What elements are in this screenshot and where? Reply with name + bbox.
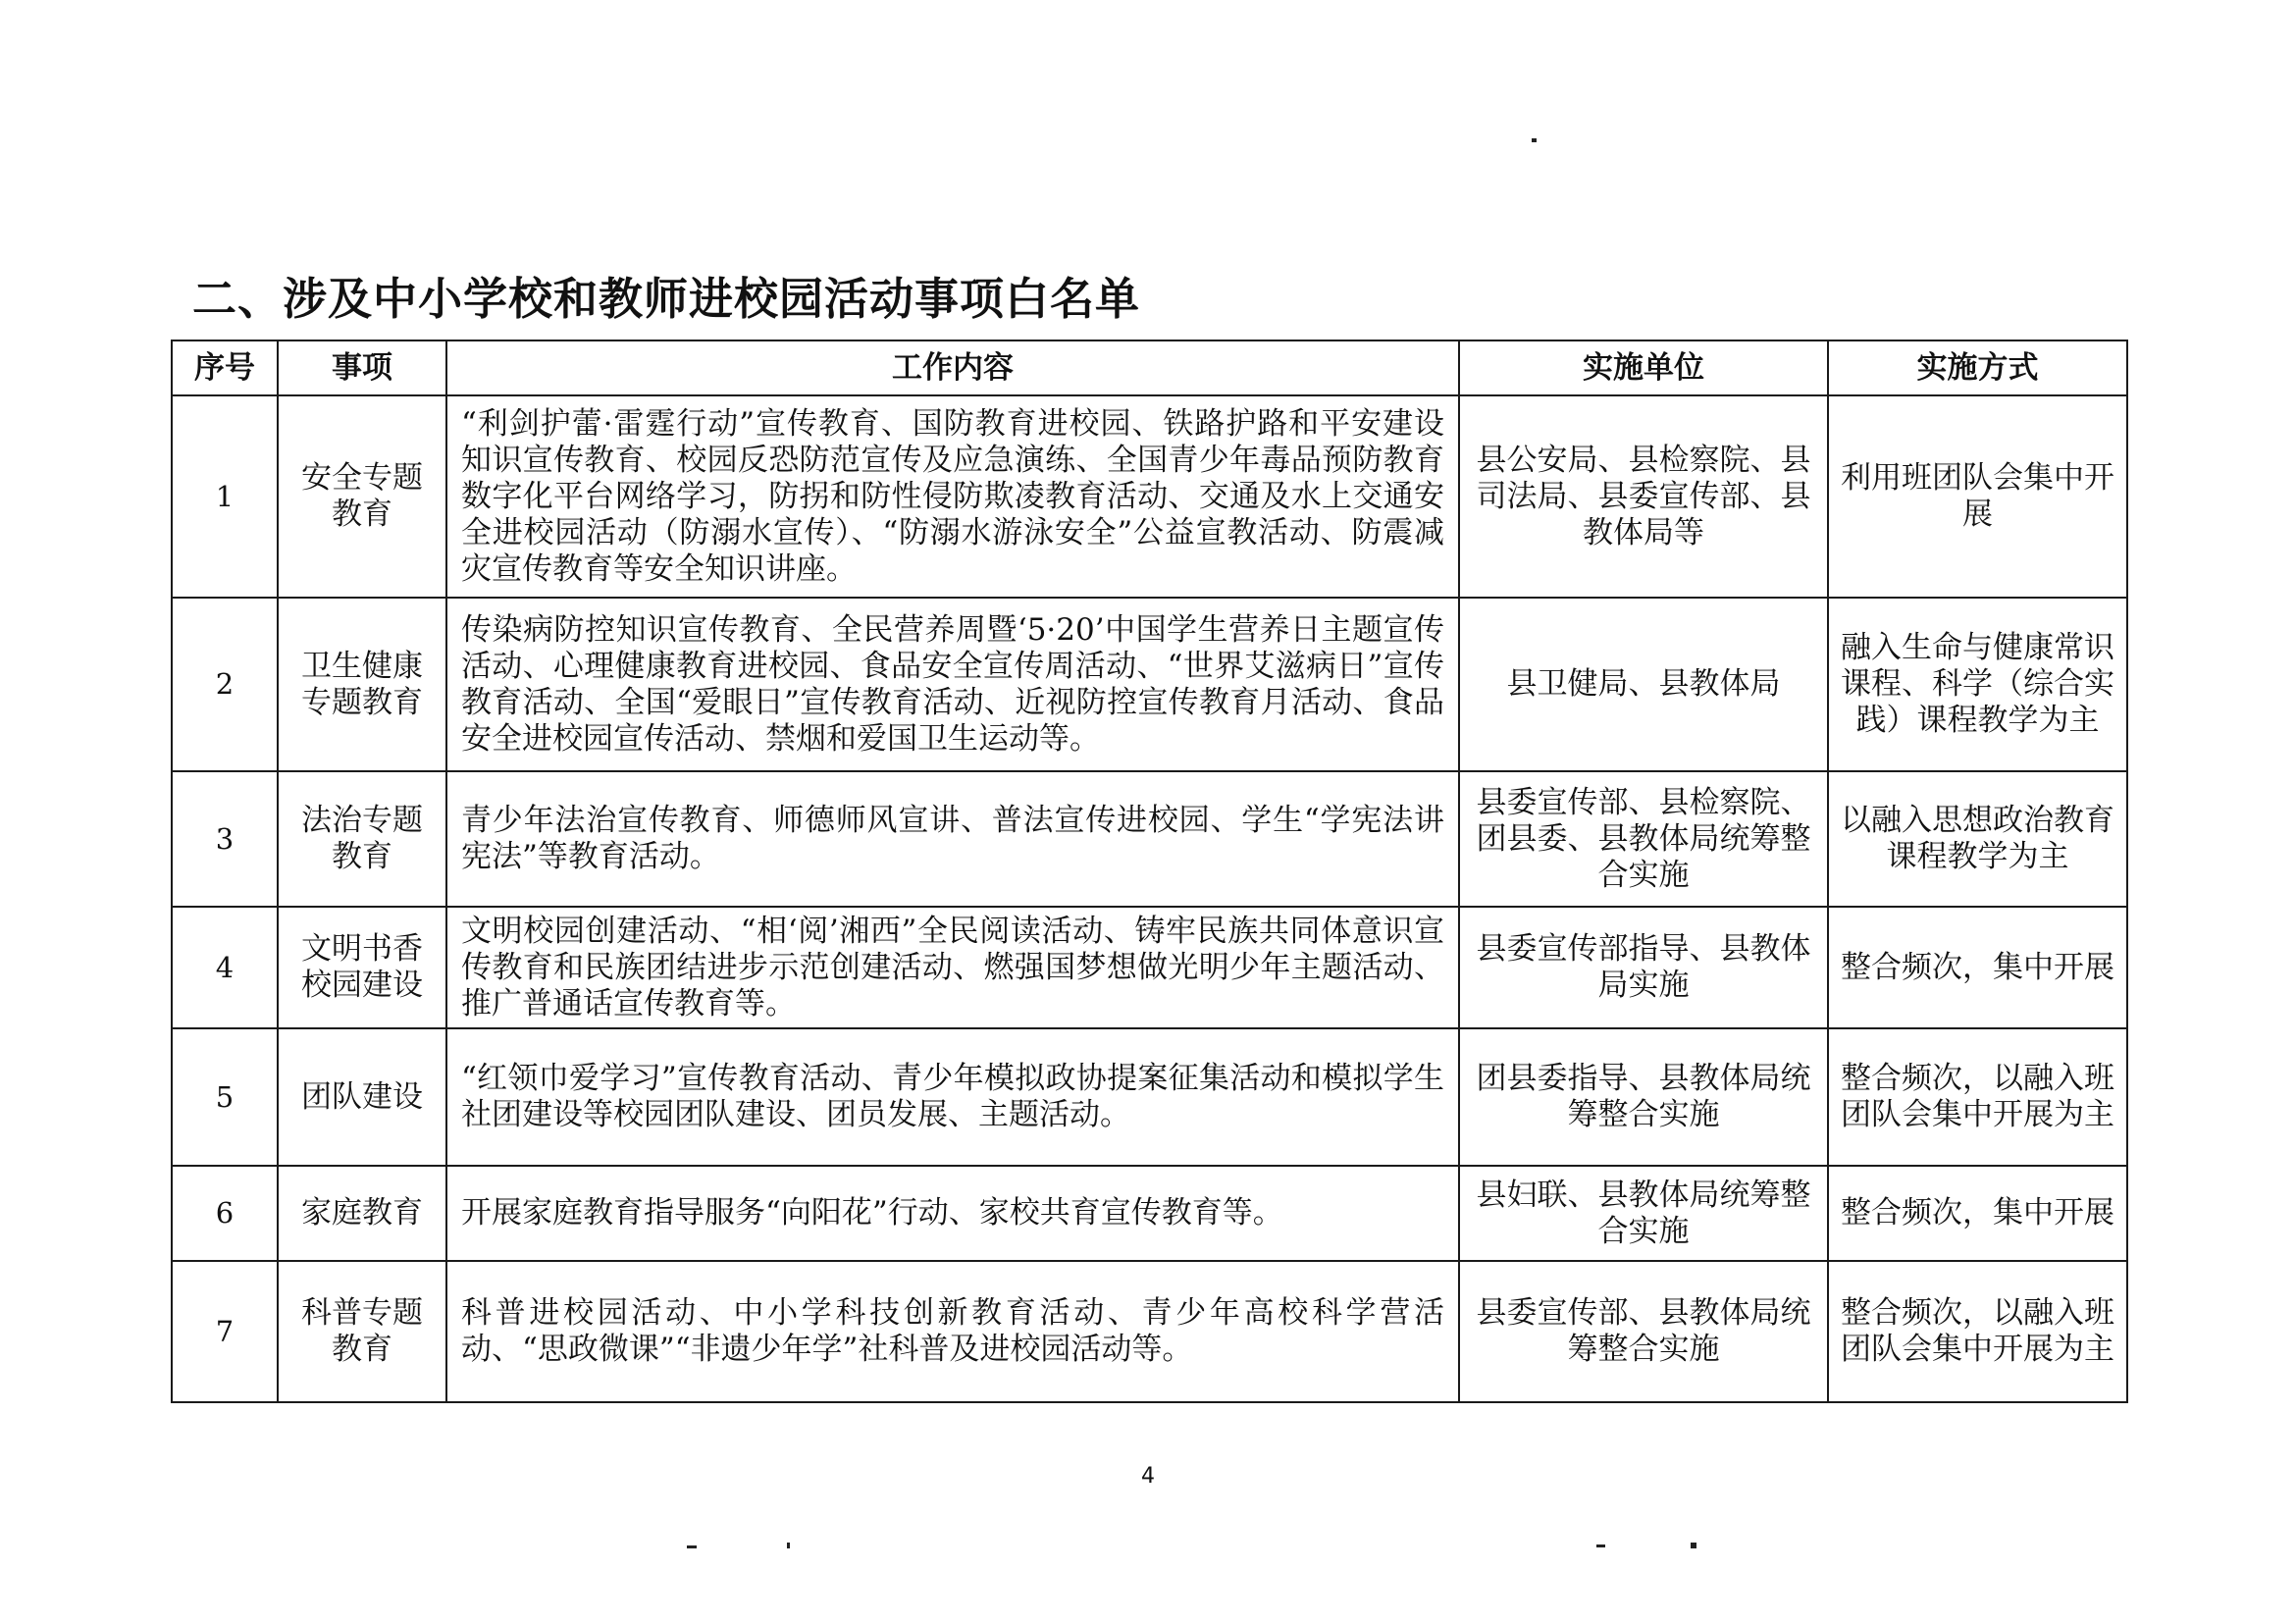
row-method: 整合频次，以融入班团队会集中开展为主	[1828, 1261, 2127, 1402]
scan-speck	[1596, 1544, 1605, 1547]
scan-speck	[1691, 1543, 1696, 1548]
row-content: “红领巾爱学习”宣传教育活动、青少年模拟政协提案征集活动和模拟学生社团建设等校园团队建设、团员发展、主题活动。	[446, 1028, 1459, 1166]
row-content: 青少年法治宣传教育、师德师风宣讲、普法宣传进校园、学生“学宪法讲宪法”等教育活动。	[446, 771, 1459, 907]
row-method: 整合频次，集中开展	[1828, 1166, 2127, 1261]
table-row	[172, 1028, 2127, 1166]
row-content: “利剑护蕾·雷霆行动”宣传教育、国防教育进校园、铁路护路和平安建设知识宣传教育、校园反恐防范宣传及应急演练、全国青少年毒品预防教育数字化平台网络学习，防拐和防性侵防欺凌教育活动、交通及水上交通安全进校园活动（防溺水宣传）、“防溺水游泳安全”公益宣教活动、防震减灾宣传教育等安全知识讲座。	[446, 395, 1459, 598]
header-content: 工作内容	[446, 340, 1459, 395]
row-method: 以融入思想政治教育课程教学为主	[1828, 771, 2127, 907]
table-row	[172, 1261, 2127, 1402]
row-method: 利用班团队会集中开展	[1828, 395, 2127, 598]
row-method: 整合频次，集中开展	[1828, 907, 2127, 1028]
row-unit: 县卫健局、县教体局	[1459, 598, 1828, 771]
row-seq: 3	[172, 771, 278, 907]
table-header-row	[172, 340, 2127, 395]
row-content: 科普进校园活动、中小学科技创新教育活动、青少年高校科学营活动、“思政微课”“非遗少年学”社科普及进校园活动等。	[446, 1261, 1459, 1402]
row-item: 卫生健康专题教育	[278, 598, 446, 771]
row-item: 科普专题教育	[278, 1261, 446, 1402]
row-seq: 7	[172, 1261, 278, 1402]
row-item: 安全专题教育	[278, 395, 446, 598]
table-row	[172, 907, 2127, 1028]
header-seq: 序号	[172, 340, 278, 395]
row-method: 融入生命与健康常识课程、科学（综合实践）课程教学为主	[1828, 598, 2127, 771]
row-item: 法治专题教育	[278, 771, 446, 907]
table-row	[172, 771, 2127, 907]
row-method: 整合频次，以融入班团队会集中开展为主	[1828, 1028, 2127, 1166]
header-item: 事项	[278, 340, 446, 395]
table-row	[172, 395, 2127, 598]
row-content: 文明校园创建活动、“相‘阅’湘西”全民阅读活动、铸牢民族共同体意识宣传教育和民族团结进步示范创建活动、燃强国梦想做光明少年主题活动、推广普通话宣传教育等。	[446, 907, 1459, 1028]
table-row	[172, 598, 2127, 771]
page-title: 二、涉及中小学校和教师进校园活动事项白名单	[192, 273, 1141, 325]
header-method: 实施方式	[1828, 340, 2127, 395]
row-unit: 县委宣传部指导、县教体局实施	[1459, 907, 1828, 1028]
row-seq: 6	[172, 1166, 278, 1261]
table-row	[172, 1166, 2127, 1261]
row-unit: 县委宣传部、县教体局统筹整合实施	[1459, 1261, 1828, 1402]
row-seq: 1	[172, 395, 278, 598]
row-item: 文明书香校园建设	[278, 907, 446, 1028]
row-unit: 县公安局、县检察院、县司法局、县委宣传部、县教体局等	[1459, 395, 1828, 598]
scan-speck	[1532, 138, 1537, 142]
row-content: 传染病防控知识宣传教育、全民营养周暨‘5·20’中国学生营养日主题宣传活动、心理健康教育进校园、食品安全宣传周活动、“世界艾滋病日”宣传教育活动、全国“爱眼日”宣传教育活动、近视防控宣传教育月活动、食品安全进校园宣传活动、禁烟和爱国卫生运动等。	[446, 598, 1459, 771]
scan-speck	[687, 1545, 697, 1548]
row-seq: 4	[172, 907, 278, 1028]
header-unit: 实施单位	[1459, 340, 1828, 395]
row-content: 开展家庭教育指导服务“向阳花”行动、家校共育宣传教育等。	[446, 1166, 1459, 1261]
row-seq: 5	[172, 1028, 278, 1166]
row-seq: 2	[172, 598, 278, 771]
row-item: 团队建设	[278, 1028, 446, 1166]
page-number: 4	[1141, 1464, 1155, 1489]
whitelist-table	[171, 340, 2128, 1403]
scan-speck	[787, 1543, 790, 1548]
row-unit: 县妇联、县教体局统筹整合实施	[1459, 1166, 1828, 1261]
row-item: 家庭教育	[278, 1166, 446, 1261]
row-unit: 县委宣传部、县检察院、团县委、县教体局统筹整合实施	[1459, 771, 1828, 907]
row-unit: 团县委指导、县教体局统筹整合实施	[1459, 1028, 1828, 1166]
